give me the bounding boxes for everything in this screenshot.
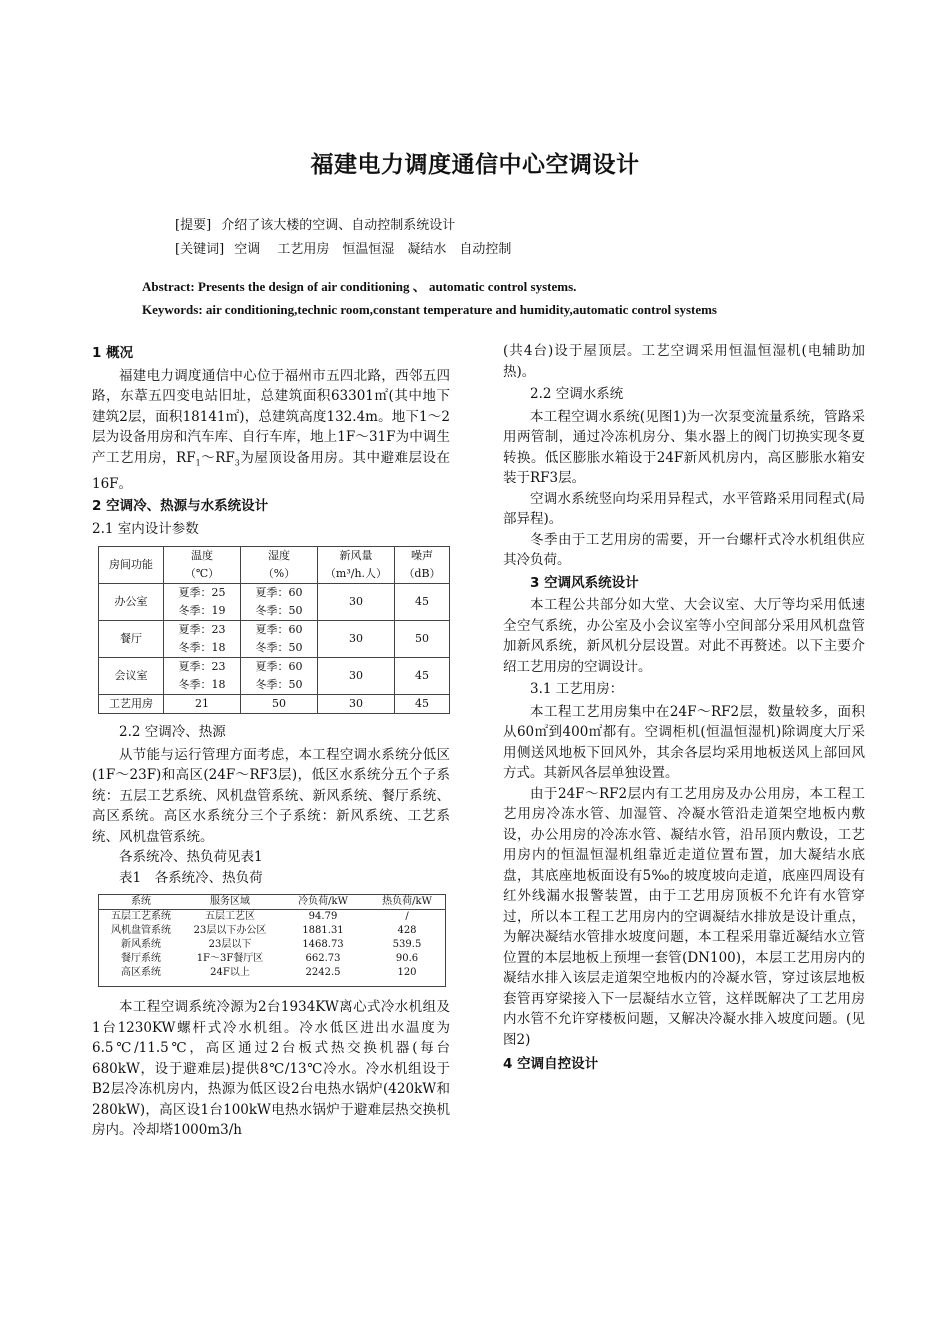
- table-row: 工艺用房 21 50 30 45: [99, 695, 450, 714]
- paper-title: 福建电力调度通信中心空调设计: [310, 152, 640, 178]
- section-2-2-paragraph: 从节能与运行管理方面考虑，本工程空调水系统分低区(1F～23F)和高区(24F～RF3层)，低区水系统分五个子系统：五层工艺系统、风机盘管系统、新风系统、餐厅系统、高区系统。高区水系统分三个子系统：新风系统、工艺系统、风机盘管系统。: [92, 746, 450, 845]
- section-2-1-heading: 2.1 室内设计参数: [92, 520, 199, 537]
- table-header-cell: 新风量 （m³/h.人）: [318, 547, 395, 584]
- table-row: 五层工艺系统 五层工艺区 94.79 /: [111, 911, 409, 923]
- table-header-cell: 房间功能: [99, 547, 164, 584]
- abstract-cn-label: [提要]: [175, 218, 212, 233]
- keywords-cn-label: [关键词]: [175, 242, 225, 257]
- table-header-cell: 噪声 （dB）: [395, 547, 450, 584]
- section-2-2-heading: 2.2 空调冷、热源: [119, 724, 226, 741]
- table-row: 风机盘管系统 23层以下办公区 1881.31 428: [111, 925, 417, 937]
- condensate-paragraph: 由于24F～RF2层内有工艺用房及办公用房，本工程工艺用房冷冻水管、加湿管、冷凝水管沿走道架空地板内敷设，办公用房的冷冻水管、凝结水管，沿吊顶内敷设，工艺用房内的恒温恒湿机组靠近走道位置布置，加大凝结水底盘，其底座地板面设有5‰的坡度坡向走道，底座四周设有红外线漏水报警装置，由于工艺用房顶板不允许有水管穿过，所以本工程工艺用房内的空调凝结水排放是设计重点，为解决凝结水管排水坡度问题，本工程采用靠近凝结水立管位置的本层地板上预埋一套管(DN100)，本层工艺用房内的凝结水排入该层走道架空地板内的冷凝水管，穿过该层地板套管再穿梁接入下一层凝结水立管，这样既解决了工艺用房内水管不允许穿楼板问题，又解决冷凝水排入坡度问题。(见图2): [503, 785, 865, 1048]
- design-params-table: [98, 546, 450, 714]
- table-header-row: 系统 服务区域 冷负荷/kW 热负荷/kW: [99, 895, 446, 910]
- table-header-cell: 湿度 （%）: [241, 547, 318, 584]
- tech-room-paragraph: 本工程工艺用房集中在24F～RF2层，数量较多，面积从60㎡到400㎡都有。空调柜机(恒温恒湿机)除调度大厅采用侧送风地板下回风外，其余各层均采用地板送风上部回风方式。其新风各层单独设置。: [503, 703, 865, 781]
- load-reference: 各系统冷、热负荷见表1: [119, 849, 263, 866]
- left-column: [92, 341, 450, 1141]
- water-system-heading: 2.2 空调水系统: [530, 386, 624, 402]
- table-2-caption: 表1 各系统冷、热负荷: [119, 869, 263, 886]
- air-system-paragraph: 本工程公共部分如大堂、大会议室、大厅等均采用低速全空气系统，办公室及小会议室等小空间部分采用风机盘管加新风系统，新风机分层设置。对此不再赘述。以下主要介绍工艺用房的空调设计。: [503, 597, 865, 675]
- section-1-heading: 1 概况: [92, 345, 134, 361]
- table-row: 会议室 夏季：23 冬季：18 夏季：60 冬季：50 30 45: [99, 658, 450, 695]
- load-table: [98, 894, 446, 987]
- water-system-paragraph: 本工程空调水系统(见图1)为一次泵变流量系统，管路采用两管制，通过冷冻机房分、集水器上的阀门切换实现冬夏转换。低区膨胀水箱设于24F新风机房内，高区膨胀水箱安装于RF3层。: [503, 408, 865, 486]
- abstract-en: Abstract: Presents the design of air conditioning 、 automatic control systems.: [142, 279, 577, 294]
- table-row: 办公室 夏季：25 冬季：19 夏季：60 冬季：50 30 45: [99, 584, 450, 621]
- keywords-en: Keywords: air conditioning,technic room,constant temperature and humidity,automatic control systems: [142, 302, 717, 317]
- abstract-cn-text: 介绍了该大楼的空调、自动控制系统设计: [221, 218, 456, 233]
- table-header-row: [99, 547, 450, 584]
- table-header-cell: 温度 （℃）: [164, 547, 241, 584]
- table-row: 新风系统 23层以下 1468.73 539.5: [121, 939, 422, 951]
- table-row: 餐厅系统 1F～3F餐厅区 662.73 90.6: [121, 953, 419, 965]
- pipe-layout-paragraph: 空调水系统竖向均采用异程式，水平管路采用同程式(局部异程)。: [503, 490, 865, 527]
- section-1-paragraph: 福建电力调度通信中心位于福州市五四北路，西邻五四路，东葦五四变电站旧址，总建筑面积63301㎡(其中地下建筑2层，面积18141㎡)，总建筑高度132.4m。地下1～2层为设备用房和汽车库、自行车库，地上1F～31F为中调生产工艺用房，$RF_1\sim RF_3$为屋顶设备用房。其中避难层设在16F。: [92, 367, 450, 492]
- keywords-cn-text: 空调 工艺用房 恒温恒湿 凝结水 自动控制: [234, 242, 512, 257]
- abstract-cn: [175, 214, 455, 233]
- cooling-tower-continued: (共4台)设于屋顶层。工艺空调采用恒温恒湿机(电辅助加热)。: [503, 343, 865, 380]
- winter-operation-paragraph: 冬季由于工艺用房的需要，开一台螺杆式冷水机组供应其冷负荷。: [503, 531, 865, 568]
- section-3-heading: 3 空调风系统设计: [530, 574, 639, 591]
- section-4-heading: 4 空调自控设计: [503, 1056, 599, 1072]
- section-2-heading: 2 空调冷、热源与水系统设计: [92, 498, 269, 515]
- table-row: 餐厅 夏季：23 冬季：18 夏季：60 冬季：50 30 50: [99, 621, 450, 658]
- section-3-1-heading: 3.1 工艺用房：: [530, 681, 624, 697]
- keywords-cn: [175, 238, 511, 257]
- right-column: [503, 341, 865, 1077]
- table-row: 高区系统 24F以上 2242.5 120: [121, 967, 417, 979]
- cold-source-paragraph: 本工程空调系统冷源为2台1934KW离心式冷水机组及1台1230KW螺杆式冷水机组。冷水低区进出水温度为6.5℃/11.5℃，高区通过2台板式热交换机器(每台680kW，设于避难层)提供8℃/13℃冷水。冷水机组设于B2层冷冻机房内，热源为低区设2台电热水锅炉(420kW和280kW)，高区设1台100kW电热水锅炉于避难层热交换机房内。冷却塔1000m3/h: [92, 999, 450, 1139]
